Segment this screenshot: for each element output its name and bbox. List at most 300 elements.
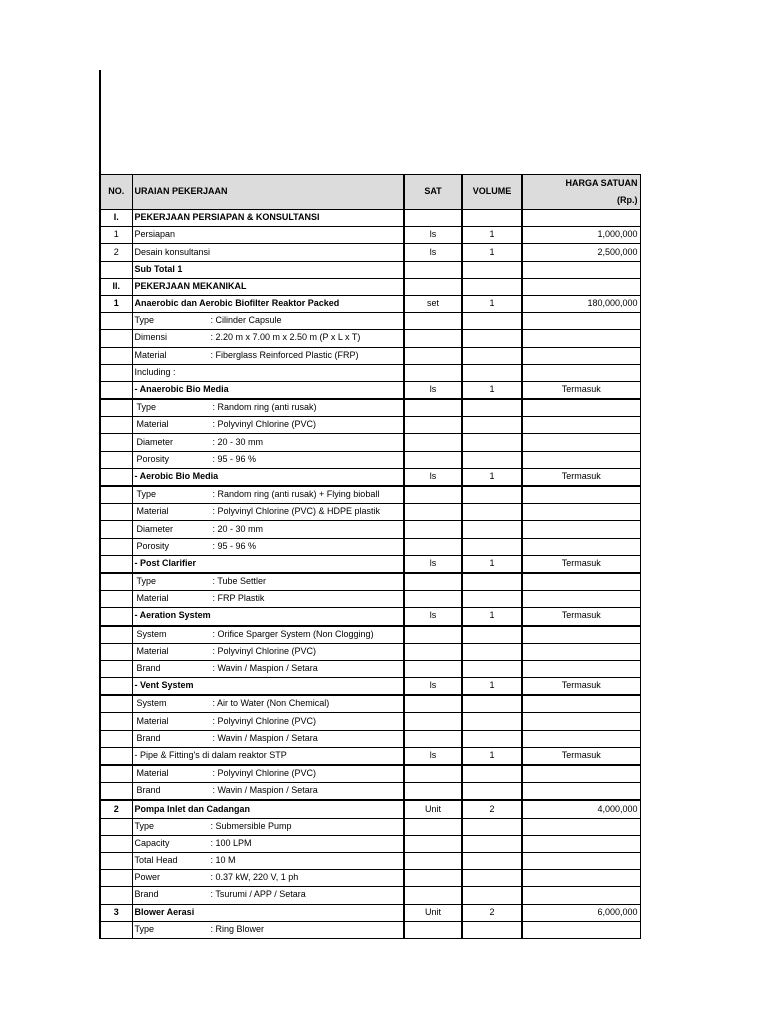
table-row <box>100 399 640 417</box>
spec-value: : Polyvinyl Chlorine (PVC) & HDPE plastik <box>212 506 381 517</box>
table-row <box>100 573 640 591</box>
table-row <box>100 261 640 278</box>
cell-uraian: PEKERJAAN PERSIAPAN & KONSULTANSI <box>132 210 404 227</box>
cell-volume <box>462 313 522 330</box>
cell-harga-satuan <box>522 887 640 904</box>
cell-no <box>100 381 132 399</box>
spec-label: Dimensi <box>134 332 168 343</box>
spec-label: Diameter <box>136 523 174 534</box>
table-row <box>100 695 640 713</box>
cell-no <box>100 261 132 278</box>
cell-harga-satuan: Termasuk <box>522 747 640 765</box>
cell-harga-satuan <box>522 870 640 887</box>
cell-sat: ls <box>404 468 462 486</box>
cell-harga-satuan: 180,000,000 <box>522 295 640 312</box>
table-row <box>100 765 640 783</box>
cell-uraian: - Anaerobic Bio Media <box>132 381 404 399</box>
cost-estimate-table <box>99 174 641 939</box>
cell-uraian: - Vent System <box>132 678 404 696</box>
spec-value: : 100 LPM <box>210 837 252 848</box>
table-row <box>100 434 640 451</box>
cell-volume <box>462 783 522 801</box>
cell-harga-satuan <box>522 730 640 747</box>
cell-no <box>100 591 132 608</box>
cell-uraian <box>132 695 404 713</box>
table-row <box>100 295 640 312</box>
cell-no: I. <box>100 210 132 227</box>
cell-sat <box>404 486 462 504</box>
cell-harga-satuan <box>522 765 640 783</box>
header-harga-satuan <box>522 175 640 210</box>
cell-harga-satuan <box>522 713 640 730</box>
cell-harga-satuan: 1,000,000 <box>522 227 640 244</box>
cell-volume <box>462 451 522 468</box>
cell-volume <box>462 364 522 381</box>
spec-label: Total Head <box>134 855 178 866</box>
cell-volume <box>462 870 522 887</box>
spec-value: : Orifice Sparger System (Non Clogging) <box>212 628 374 639</box>
table-row <box>100 538 640 555</box>
spec-label: Material <box>136 715 169 726</box>
cell-uraian: Persiapan <box>132 227 404 244</box>
cell-uraian <box>132 504 404 521</box>
cell-no <box>100 835 132 852</box>
table-row <box>100 852 640 869</box>
cell-harga-satuan: Termasuk <box>522 381 640 399</box>
table-row <box>100 210 640 227</box>
cell-harga-satuan <box>522 364 640 381</box>
cell-uraian: Blower Aerasi <box>132 904 404 921</box>
table-row <box>100 608 640 626</box>
cell-volume: 1 <box>462 678 522 696</box>
table-row <box>100 486 640 504</box>
cell-sat: ls <box>404 227 462 244</box>
cell-no <box>100 818 132 835</box>
cell-uraian: - Aeration System <box>132 608 404 626</box>
cell-harga-satuan <box>522 626 640 644</box>
cell-sat <box>404 504 462 521</box>
cell-sat <box>404 730 462 747</box>
table-row <box>100 730 640 747</box>
cell-harga-satuan <box>522 695 640 713</box>
table-header-row <box>100 175 640 210</box>
cell-volume <box>462 347 522 364</box>
spec-value: : Cilinder Capsule <box>210 315 282 326</box>
cell-volume <box>462 521 522 538</box>
cell-sat: ls <box>404 747 462 765</box>
cell-volume <box>462 486 522 504</box>
cell-volume: 2 <box>462 800 522 818</box>
cell-sat <box>404 451 462 468</box>
cell-sat <box>404 818 462 835</box>
cell-sat <box>404 364 462 381</box>
spec-value: : Tube Settler <box>212 576 267 587</box>
cell-volume <box>462 210 522 227</box>
cell-no <box>100 486 132 504</box>
header-uraian: URAIAN PEKERJAAN <box>132 175 404 210</box>
cell-sat: ls <box>404 244 462 261</box>
cell-harga-satuan: Termasuk <box>522 468 640 486</box>
table-row <box>100 800 640 818</box>
cell-uraian <box>132 887 404 904</box>
cell-volume <box>462 818 522 835</box>
cell-sat: Unit <box>404 800 462 818</box>
spec-value: : Polyvinyl Chlorine (PVC) <box>212 768 317 779</box>
cell-uraian <box>132 521 404 538</box>
spec-value: : Wavin / Maspion / Setara <box>212 785 318 796</box>
cell-volume: 1 <box>462 555 522 573</box>
table-row <box>100 818 640 835</box>
cell-sat <box>404 852 462 869</box>
cell-uraian <box>132 347 404 364</box>
cell-sat <box>404 870 462 887</box>
cell-sat: ls <box>404 555 462 573</box>
header-harga-line1: HARGA SATUAN <box>565 178 638 188</box>
table-row <box>100 417 640 434</box>
cell-no <box>100 852 132 869</box>
cell-harga-satuan <box>522 486 640 504</box>
cell-uraian <box>132 417 404 434</box>
cell-harga-satuan <box>522 210 640 227</box>
spec-value: : 20 - 30 mm <box>212 436 264 447</box>
table-row <box>100 887 640 904</box>
cell-no <box>100 783 132 801</box>
cell-sat <box>404 261 462 278</box>
table-row <box>100 904 640 921</box>
cell-no <box>100 555 132 573</box>
cell-volume <box>462 765 522 783</box>
cell-uraian <box>132 852 404 869</box>
table-body <box>100 210 640 939</box>
cell-volume <box>462 730 522 747</box>
cell-sat: Unit <box>404 904 462 921</box>
spec-label: Type <box>134 820 155 831</box>
cell-sat <box>404 434 462 451</box>
cell-no <box>100 521 132 538</box>
spec-value: : 2.20 m x 7.00 m x 2.50 m (P x L x T) <box>210 332 361 343</box>
cell-harga-satuan <box>522 643 640 660</box>
cell-no <box>100 364 132 381</box>
spec-label: Material <box>136 506 169 517</box>
cell-harga-satuan <box>522 660 640 677</box>
spec-label: Material <box>136 593 169 604</box>
cell-uraian: PEKERJAAN MEKANIKAL <box>132 278 404 295</box>
cell-volume <box>462 921 522 938</box>
table-row <box>100 278 640 295</box>
table-row <box>100 468 640 486</box>
cell-volume <box>462 835 522 852</box>
cell-no <box>100 434 132 451</box>
cell-sat <box>404 921 462 938</box>
cell-no <box>100 399 132 417</box>
cell-uraian: Desain konsultansi <box>132 244 404 261</box>
header-sat: SAT <box>404 175 462 210</box>
cell-volume <box>462 626 522 644</box>
cell-uraian <box>132 643 404 660</box>
cell-no: 1 <box>100 295 132 312</box>
spec-label: Type <box>136 489 157 500</box>
table-row <box>100 626 640 644</box>
cell-harga-satuan <box>522 521 640 538</box>
spec-value: : 10 M <box>210 855 236 866</box>
spec-label: Type <box>136 402 157 413</box>
cell-sat <box>404 643 462 660</box>
spec-label: Brand <box>136 785 161 796</box>
cell-harga-satuan: 4,000,000 <box>522 800 640 818</box>
cell-no <box>100 451 132 468</box>
cell-volume <box>462 330 522 347</box>
cell-volume <box>462 278 522 295</box>
cell-no <box>100 678 132 696</box>
spec-label: Power <box>134 872 161 883</box>
cell-no <box>100 747 132 765</box>
cell-uraian <box>132 765 404 783</box>
table-row <box>100 783 640 801</box>
cell-uraian: Anaerobic dan Aerobic Biofilter Reaktor Packed <box>132 295 404 312</box>
page-margin-line <box>99 70 101 175</box>
table-row <box>100 451 640 468</box>
cell-sat <box>404 399 462 417</box>
table-row <box>100 555 640 573</box>
table-row <box>100 504 640 521</box>
cell-uraian <box>132 451 404 468</box>
cell-harga-satuan <box>522 818 640 835</box>
cell-volume: 2 <box>462 904 522 921</box>
cell-no <box>100 626 132 644</box>
cell-sat <box>404 278 462 295</box>
cell-sat <box>404 521 462 538</box>
cell-volume <box>462 852 522 869</box>
spec-label: Diameter <box>136 436 174 447</box>
spec-label: Type <box>134 315 155 326</box>
cell-sat: ls <box>404 678 462 696</box>
spec-label: Brand <box>136 663 161 674</box>
spec-value: : 0.37 kW, 220 V, 1 ph <box>210 872 299 883</box>
cell-uraian: - Aerobic Bio Media <box>132 468 404 486</box>
cell-harga-satuan: Termasuk <box>522 678 640 696</box>
cell-no: 3 <box>100 904 132 921</box>
cell-uraian <box>132 835 404 852</box>
spec-value: : Submersible Pump <box>210 820 292 831</box>
spec-label: Type <box>136 576 157 587</box>
cell-harga-satuan <box>522 313 640 330</box>
table-row <box>100 381 640 399</box>
table-row <box>100 678 640 696</box>
cell-sat <box>404 783 462 801</box>
cell-harga-satuan <box>522 591 640 608</box>
spec-value: : Polyvinyl Chlorine (PVC) <box>212 715 317 726</box>
table-row <box>100 835 640 852</box>
spec-value: : 95 - 96 % <box>212 453 257 464</box>
table-row <box>100 870 640 887</box>
cell-uraian: Pompa Inlet dan Cadangan <box>132 800 404 818</box>
spec-label: Brand <box>134 889 159 900</box>
spec-label: Porosity <box>136 540 170 551</box>
cell-volume <box>462 417 522 434</box>
spec-value: : Random ring (anti rusak) <box>212 402 317 413</box>
cell-no <box>100 870 132 887</box>
cell-volume <box>462 695 522 713</box>
cell-volume <box>462 660 522 677</box>
cell-uraian <box>132 434 404 451</box>
spec-value: : Wavin / Maspion / Setara <box>212 732 318 743</box>
cell-uraian <box>132 538 404 555</box>
cell-sat <box>404 887 462 904</box>
cell-sat <box>404 538 462 555</box>
cell-harga-satuan <box>522 573 640 591</box>
table-row <box>100 521 640 538</box>
cell-uraian: Including : <box>132 364 404 381</box>
table-row <box>100 713 640 730</box>
cell-harga-satuan <box>522 538 640 555</box>
spec-value: : 20 - 30 mm <box>212 523 264 534</box>
cell-no <box>100 417 132 434</box>
cell-uraian <box>132 870 404 887</box>
cell-no <box>100 504 132 521</box>
cell-uraian <box>132 730 404 747</box>
table-row <box>100 660 640 677</box>
cell-harga-satuan <box>522 434 640 451</box>
cell-volume <box>462 591 522 608</box>
cell-volume <box>462 643 522 660</box>
cell-no <box>100 573 132 591</box>
cell-no <box>100 643 132 660</box>
cell-sat <box>404 417 462 434</box>
table-row <box>100 313 640 330</box>
spec-value: : Fiberglass Reinforced Plastic (FRP) <box>210 349 359 360</box>
cell-uraian <box>132 626 404 644</box>
cell-volume: 1 <box>462 295 522 312</box>
spec-value: : Wavin / Maspion / Setara <box>212 663 318 674</box>
cell-volume: 1 <box>462 227 522 244</box>
cell-uraian <box>132 921 404 938</box>
cell-harga-satuan: Termasuk <box>522 608 640 626</box>
cell-harga-satuan <box>522 504 640 521</box>
cell-sat <box>404 330 462 347</box>
header-no: NO. <box>100 175 132 210</box>
cell-sat <box>404 660 462 677</box>
header-harga-line2: (Rp.) <box>617 195 638 205</box>
cell-sat: set <box>404 295 462 312</box>
cell-volume: 1 <box>462 244 522 261</box>
cell-no <box>100 330 132 347</box>
cell-sat <box>404 765 462 783</box>
cell-uraian <box>132 660 404 677</box>
cell-no <box>100 730 132 747</box>
table-row <box>100 227 640 244</box>
cell-harga-satuan: Termasuk <box>522 555 640 573</box>
cell-volume <box>462 573 522 591</box>
table-row <box>100 921 640 938</box>
table-row <box>100 591 640 608</box>
cell-uraian: - Post Clarifier <box>132 555 404 573</box>
cell-volume: 1 <box>462 381 522 399</box>
spec-label: Material <box>134 349 167 360</box>
cell-volume <box>462 261 522 278</box>
cell-volume <box>462 713 522 730</box>
cell-uraian <box>132 818 404 835</box>
cell-no <box>100 660 132 677</box>
cell-no <box>100 887 132 904</box>
cell-sat <box>404 695 462 713</box>
cell-uraian: - Pipe & Fitting's di dalam reaktor STP <box>132 747 404 765</box>
cell-sat: ls <box>404 608 462 626</box>
cell-harga-satuan <box>522 261 640 278</box>
cell-no: II. <box>100 278 132 295</box>
cell-harga-satuan <box>522 278 640 295</box>
spec-label: System <box>136 698 167 709</box>
cell-harga-satuan <box>522 330 640 347</box>
cell-no: 2 <box>100 800 132 818</box>
cell-uraian <box>132 313 404 330</box>
cell-no: 1 <box>100 227 132 244</box>
spec-value: : Polyvinyl Chlorine (PVC) <box>212 645 317 656</box>
cell-no <box>100 765 132 783</box>
spec-label: System <box>136 628 167 639</box>
cell-uraian <box>132 713 404 730</box>
cell-sat <box>404 573 462 591</box>
table-row <box>100 244 640 261</box>
cell-sat <box>404 835 462 852</box>
spec-label: Brand <box>136 732 161 743</box>
spec-label: Material <box>136 645 169 656</box>
cell-no <box>100 921 132 938</box>
cell-volume <box>462 504 522 521</box>
cell-no <box>100 608 132 626</box>
cell-no <box>100 347 132 364</box>
spec-value: : Tsurumi / APP / Setara <box>210 889 306 900</box>
table-row <box>100 330 640 347</box>
cell-no <box>100 538 132 555</box>
cell-sat <box>404 313 462 330</box>
cell-harga-satuan <box>522 852 640 869</box>
header-volume: VOLUME <box>462 175 522 210</box>
spec-value: : Polyvinyl Chlorine (PVC) <box>212 419 317 430</box>
spec-value: : Random ring (anti rusak) + Flying bioball <box>212 489 380 500</box>
cell-sat <box>404 347 462 364</box>
cell-no <box>100 468 132 486</box>
cell-uraian <box>132 399 404 417</box>
cell-sat: ls <box>404 381 462 399</box>
cell-sat <box>404 626 462 644</box>
cell-uraian: Sub Total 1 <box>132 261 404 278</box>
cell-harga-satuan <box>522 417 640 434</box>
cell-uraian <box>132 330 404 347</box>
table-row <box>100 747 640 765</box>
spec-label: Porosity <box>136 453 170 464</box>
table-row <box>100 347 640 364</box>
spec-value: : Air to Water (Non Chemical) <box>212 698 330 709</box>
cell-no: 2 <box>100 244 132 261</box>
cell-harga-satuan <box>522 783 640 801</box>
spec-label: Type <box>134 923 155 934</box>
table-row <box>100 364 640 381</box>
spec-value: : Ring Blower <box>210 923 265 934</box>
spec-label: Material <box>136 419 169 430</box>
cell-volume <box>462 538 522 555</box>
cell-harga-satuan <box>522 347 640 364</box>
cell-uraian <box>132 591 404 608</box>
spec-label: Capacity <box>134 837 170 848</box>
cell-volume <box>462 887 522 904</box>
table-row <box>100 643 640 660</box>
spec-value: : FRP Plastik <box>212 593 265 604</box>
cell-uraian <box>132 486 404 504</box>
cell-uraian <box>132 783 404 801</box>
cell-sat <box>404 713 462 730</box>
cell-volume: 1 <box>462 747 522 765</box>
cell-no <box>100 313 132 330</box>
